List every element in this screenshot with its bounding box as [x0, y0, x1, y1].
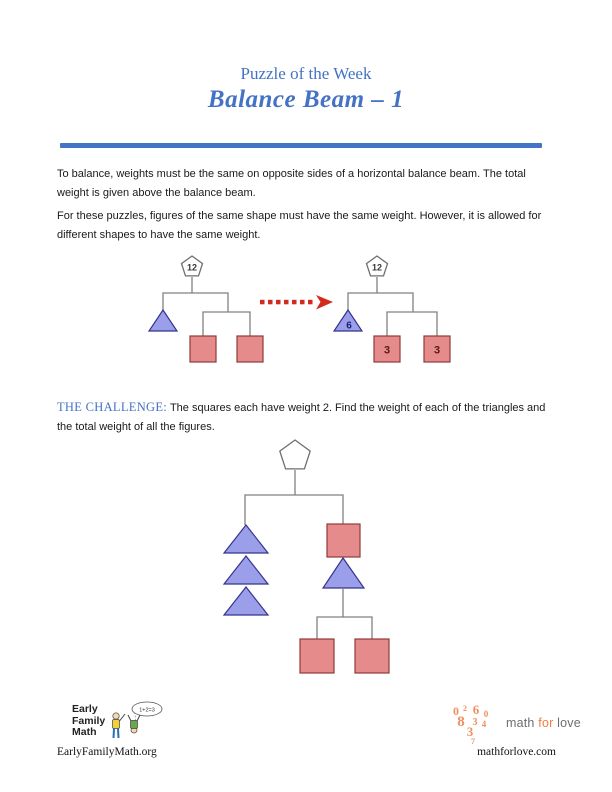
svg-text:3: 3 [472, 717, 478, 728]
beam-line [317, 617, 372, 639]
triangle-weight [224, 587, 268, 615]
mfl-word-love: love [557, 716, 581, 730]
pentagon-total [280, 440, 310, 469]
beam-line [203, 312, 250, 336]
square-weight [327, 524, 360, 557]
square-weight-label: 3 [383, 344, 391, 357]
svg-text:2: 2 [463, 704, 467, 713]
beam-line [387, 312, 437, 336]
page-title: Balance Beam – 1 [207, 86, 405, 113]
example-after-diagram [334, 256, 450, 362]
svg-text:6: 6 [472, 702, 480, 717]
mfl-logo-text [506, 716, 581, 730]
mfl-url: mathforlove.com [477, 746, 556, 758]
triangle-weight [323, 558, 364, 588]
svg-text:8: 8 [457, 714, 465, 730]
efm-characters-icon [107, 700, 165, 746]
triangle-weight [224, 525, 268, 553]
example-balance-figure [130, 248, 470, 378]
beam-line [245, 495, 343, 525]
beam-line [348, 293, 413, 312]
square-weight [300, 639, 334, 673]
svg-text:0: 0 [483, 709, 489, 719]
efm-logo-line: Early [72, 703, 98, 715]
mfl-word-math: math [506, 716, 535, 730]
example-before-diagram [149, 256, 263, 362]
square-weight [237, 336, 263, 362]
mfl-logo [445, 698, 581, 748]
puzzle-balance-figure [215, 435, 400, 680]
square-weight [355, 639, 389, 673]
triangle-weight [224, 556, 268, 584]
solution-arrow-icon [260, 295, 333, 310]
svg-text:0: 0 [453, 704, 459, 718]
beam-line [163, 293, 228, 312]
challenge-paragraph [57, 398, 559, 437]
pentagon-total-label: 12 [186, 262, 198, 273]
svg-text:7: 7 [471, 737, 475, 746]
triangle-weight-label: 6 [346, 320, 352, 332]
challenge-text: The squares each have weight 2. Find the weight of each of the triangles and the total weight of all the figures. [57, 402, 546, 433]
efm-logo-text [72, 704, 105, 739]
challenge-label: THE CHALLENGE: [57, 400, 168, 414]
efm-url: EarlyFamilyMath.org [57, 746, 157, 758]
efm-logo-line: Math [72, 726, 97, 738]
title-divider [60, 143, 542, 148]
square-weight [190, 336, 216, 362]
efm-bubble-text: 1+2=3 [139, 707, 156, 714]
square-weight-label: 3 [433, 344, 441, 357]
svg-text:3: 3 [466, 724, 474, 739]
pentagon-total-label: 12 [371, 262, 383, 273]
svg-text:4: 4 [481, 719, 487, 729]
intro-paragraph-2: For these puzzles, figures of the same shape must have the same weight. However, it is allowed for different shapes to have the same weight. [57, 210, 542, 241]
efm-logo-line: Family [72, 714, 106, 727]
triangle-weight [149, 310, 177, 331]
page-kicker: Puzzle of the Week [240, 64, 372, 83]
efm-logo [72, 704, 165, 746]
mfl-heart-icon [445, 698, 499, 748]
mfl-word-for: for [538, 716, 554, 730]
intro-paragraph-1: To balance, weights must be the same on opposite sides of a horizontal balance beam. The total weight is given above the balance beam. [57, 168, 526, 199]
